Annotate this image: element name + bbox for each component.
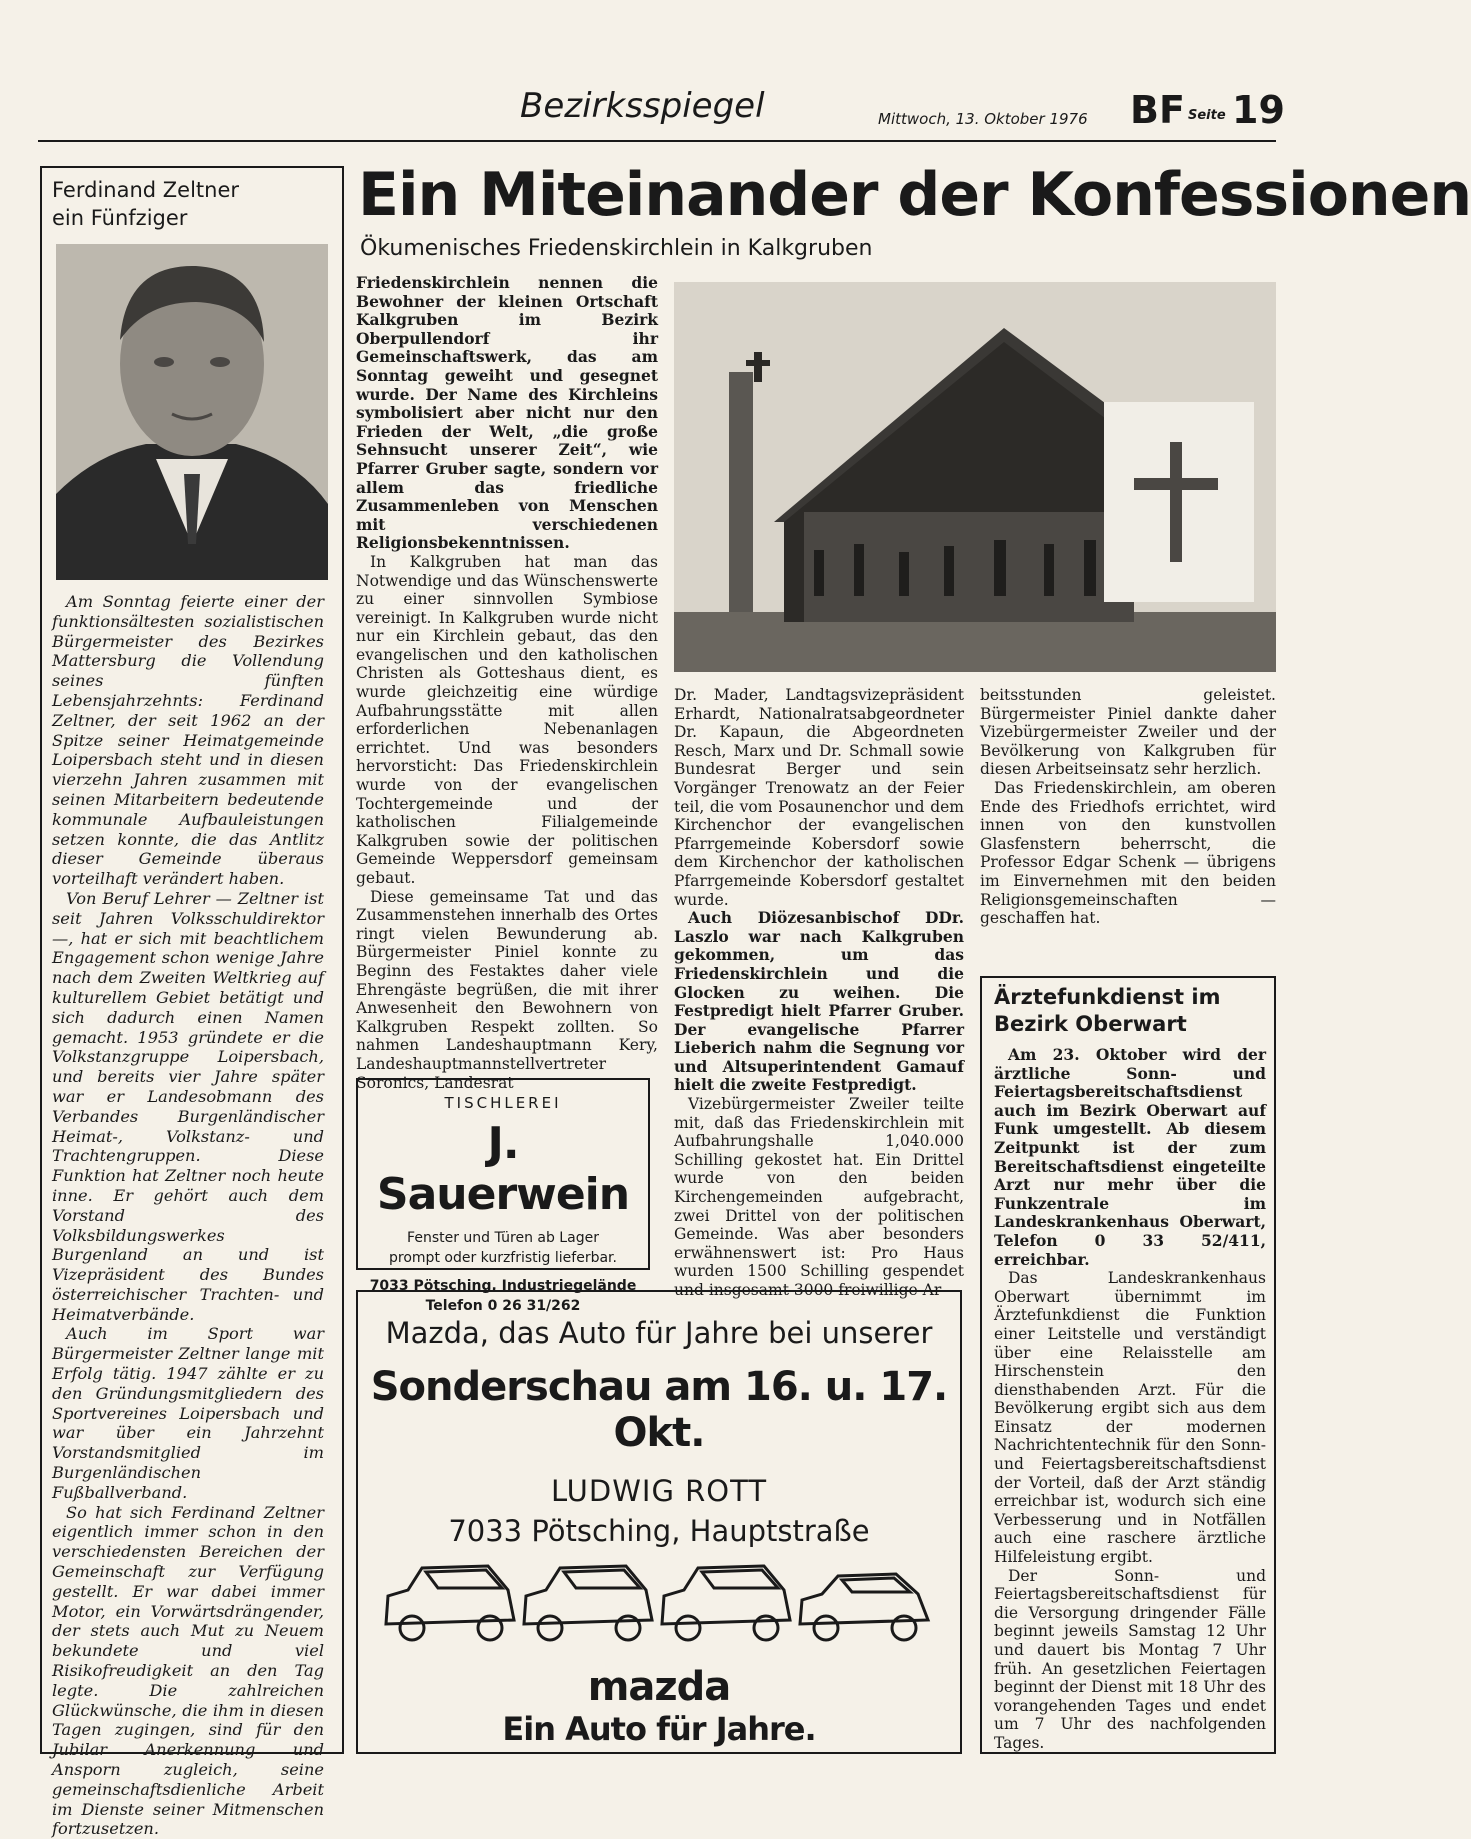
article-bold-paragraph: Auch Diözesanbischof DDr. Laszlo war nach Kalkgruben gekommen, um das Friedenskirchlein und die Glocken zu weihen. Die Festpredigt hielt Pfarrer Gruber. Der evangelische Pfarrer Lieberich nahm die Segnung vor und Altsuperintendent Gamauf hielt die zweite Festpredigt. — [674, 908, 964, 1095]
article-column-3 — [980, 686, 1276, 928]
arzt-paragraph: Der Sonn- und Feiertagsbereitschaftsdienst für die Versorgung dringender Fälle beginnt jeweils Samstag 12 Uhr und dauert bis Montag 7 Uhr früh. An gesetzlichen Feiertagen beginnt der Dienst mit 18 Uhr des vorangehenden Tages und endet um 7 Uhr des nachfolgenden Tages. — [994, 1566, 1266, 1752]
arzt-title-line2: Bezirk Oberwart — [994, 1012, 1187, 1036]
ad-sauerwein-name: J. Sauerwein — [376, 1118, 630, 1220]
article-paragraph: Vizebürgermeister Zweiler teilte mit, daß das Friedenskirchlein mit Aufbahrungshalle 1,040.000 Schilling gekostet hat. Ein Drittel wurde von den beiden Kirchengemeinden aufgebracht, zwei Drittel von der politischen Gemeinde. Was aber besonders erwähnenswert ist: Pro Haus wurden 1500 Schilling gespendet und insgesamt 3000 freiwillige Ar- — [674, 1095, 964, 1299]
arzt-title — [994, 984, 1264, 1038]
article-headline: Ein Miteinander der Konfessionen — [358, 160, 1471, 230]
article-column-1 — [356, 274, 658, 1092]
article-lead: Friedenskirchlein nennen die Bewohner der kleinen Ortschaft Kalkgruben im Bezirk Oberpullendorf ihr Gemeinschaftswerk, das am Sonntag geweiht und gesegnet wurde. Der Name des Kirchleins symbolisiert aber nicht nur den Frieden der Welt, „die große Sehnsucht unserer Zeit“, wie Pfarrer Gruber sagte, sondern vor allem das friedliche Zusammenleben von Menschen mit verschiedenen Religionsbekenntnissen. — [356, 273, 658, 553]
arzt-title-line1: Ärztefunkdienst im — [994, 985, 1221, 1009]
ad-mazda-dealer: LUDWIG ROTT — [550, 1474, 768, 1508]
article-column-2 — [674, 686, 964, 1300]
church-photo — [674, 282, 1276, 672]
car-icon — [524, 1566, 652, 1640]
ad-mazda-line2: Sonderschau am 16. u. 17. Okt. — [370, 1364, 948, 1456]
zeltner-paragraph: So hat sich Ferdinand Zeltner eigentlich immer schon in den verschiedensten Bereichen der Gemeinschaft zur Verfügung gestellt. Er war dabei immer Motor, ein Vorwärtsdrängender, der stets auch Mut zu Neuem bekundete und viel Risikofreudigkeit an den Tag legte. Die zahlreichen Glückwünsche, die ihm in diesen Tagen zugingen, sind für den Jubilar Anerkennung und Ansporn zugleich, seine gemeinschaftsdienliche Arbeit im Dienste seiner Mitmenschen fortzusetzen. — [52, 1502, 324, 1839]
ad-sauerwein-phone: Telefon 0 26 31/262 — [425, 1298, 581, 1314]
ad-sauerwein-line4: prompt oder kurzfristig lieferbar. — [389, 1250, 617, 1266]
article-paragraph: Das Friedenskirchlein, am oberen Ende des Friedhofs errichtet, wird innen von den kunstvollen Glasfenstern beherrscht, die Professor Edgar Schenk — übrigens im Einvernehmen mit den beiden Religionsgemeinschaften — geschaffen hat. — [980, 778, 1276, 928]
zeltner-title-line1: Ferdinand Zeltner — [52, 178, 240, 202]
page-number: 19 — [1232, 88, 1285, 132]
ad-mazda-address: 7033 Pötsching, Hauptstraße — [448, 1514, 870, 1548]
zeltner-title-line2: ein Fünfziger — [52, 206, 188, 230]
mazda-logo: mazda — [587, 1664, 731, 1710]
cars-illustration — [378, 1544, 944, 1664]
issue-date: Mittwoch, 13. Oktober 1976 — [878, 110, 1088, 128]
car-icon — [386, 1566, 514, 1640]
article-paragraph: Diese gemeinsame Tat und das Zusammenstehen innerhalb des Ortes ringt vielen Bewunderung ab. Bürgermeister Piniel konnte zu Beginn des Festaktes daher viele Ehrengäste begrüßen, die mit ihrer Anwesenheit den Bewohnern von Kalkgruben Respekt zollten. So nahmen Landeshauptmann Kery, Landeshauptmannstellvertreter Soronics, Landesrat — [356, 887, 658, 1092]
zeltner-paragraph: Von Beruf Lehrer — Zeltner ist seit Jahren Volksschuldirektor —, hat er sich mit beachtlichem Engagement schon wenige Jahre nach dem Zweiten Weltkrieg auf kulturellem Gebiet betätigt und sich dadurch einen Namen gemacht. 1953 gründete er die Volkstanzgruppe Loipersbach, und bereits vier Jahre später war er Landesobmann des Verbandes Burgenländischer Heimat-, Volkstanz- und Trachtengruppen. Diese Funktion hat Zeltner noch heute inne. Er gehört auch dem Vorstand des Volksbildungswerkes Burgenland an und ist Vizepräsident des Bundes österreichischer Trachten- und Heimatverbände. — [52, 888, 324, 1324]
arzt-paragraph: Das Landeskrankenhaus Oberwart übernimmt im Ärztefunkdienst die Funktion einer Leitstelle und verständigt über eine Relaisstelle am Hirschenstein den diensthabenden Arzt. Für die Bevölkerung ergibt sich aus dem Einsatz der modernen Nachrichtentechnik für den Sonn- und Feiertagsbereitschaftsdienst der Vorteil, daß der Arzt ständig erreichbar ist, wodurch sich eine Verbesserung und in Notfällen auch eine raschere ärztliche Hilfeleistung ergibt. — [994, 1269, 1266, 1567]
header-rule — [38, 140, 1276, 142]
portrait-photo — [56, 244, 328, 580]
article-paragraph: Dr. Mader, Landtagsvizepräsident Erhardt, Nationalratsabgeordneter Dr. Kapaun, die Abgeordneten Resch, Marx und Dr. Schmall sowie Bundesrat Berger und sein Vorgänger Trenowatz an der Feier teil, die vom Posaunenchor und dem Kirchenchor der evangelischen Pfarrgemeinde Kobersdorf sowie dem Kirchenchor der katholischen Pfarrgemeinde Kobersdorf gestaltet wurde. — [674, 686, 964, 909]
article-subheadline: Ökumenisches Friedenskirchlein in Kalkgruben — [360, 236, 873, 261]
zeltner-paragraph: Am Sonntag feierte einer der funktionsältesten sozialistischen Bürgermeister des Bezirkes Mattersburg die Vollendung seines fünften Lebensjahrzehnts: Ferdinand Zeltner, der seit 1962 an der Spitze seiner Heimatgemeinde Loipersbach steht und in diesen vierzehn Jahren zusammen mit seinen Mitarbeitern bedeutende kommunale Aufbauleistungen setzen konnte, die das Antlitz dieser Gemeinde überaus vorteilhaft verändert haben. — [52, 592, 324, 889]
car-icon — [800, 1574, 928, 1640]
section-title: Bezirksspiegel — [520, 86, 765, 126]
ad-mazda — [356, 1290, 962, 1754]
car-icon — [662, 1566, 790, 1640]
arzt-text — [994, 1046, 1266, 1753]
ad-mazda-line1: Mazda, das Auto für Jahre bei unserer — [385, 1316, 933, 1350]
ad-sauerwein — [356, 1078, 650, 1314]
article-paragraph: beitsstunden geleistet. Bürgermeister Piniel dankte daher Vizebürgermeister Zweiler und der Bevölkerung von Kalkgruben für diesen Arbeitseinsatz sehr herzlich. — [980, 686, 1276, 779]
zeltner-paragraph: Auch im Sport war Bürgermeister Zeltner lange mit Erfolg tätig. 1947 zählte er zu den Gründungsmitgliedern des Sportvereines Loipersbach und war über ein Jahrzehnt Vorstandsmitglied im Burgenländischen Fußballverband. — [52, 1324, 324, 1502]
zeltner-title — [52, 176, 338, 232]
article-paragraph: In Kalkgruben hat man das Notwendige und das Wünschenswerte zu einer sinnvollen Symbiose vereinigt. In Kalkgruben wurde nicht nur ein Kirchlein gebaut, das den evangelischen und den katholischen Christen als Gotteshaus dient, es wurde gleichzeitig eine würdige Aufbahrungsstätte mit allen erforderlichen Nebenanlagen errichtet. Und was besonders hervorsticht: Das Friedenskirchlein wurde von der evangelischen Tochtergemeinde und der katholischen Filialgemeinde Kalkgruben sowie der politischen Gemeinde Weppersdorf gemeinsam gebaut. — [356, 552, 658, 887]
ad-sauerwein-address: 7033 Pötsching, Industriegelände — [369, 1278, 637, 1294]
paper-logo: BF — [1130, 88, 1185, 132]
arzt-lead: Am 23. Oktober wird der ärztliche Sonn- und Feiertagsbereitschaftsdienst auch im Bezirk Oberwart auf Funk umgestellt. Ab diesem Zeitpunkt ist der zum Bereitschaftsdienst eingeteilte Arzt nur mehr über die Funkzentrale im Landeskrankenhaus Oberwart, Telefon 0 33 52/411, erreichbar. — [994, 1045, 1266, 1269]
zeltner-text — [52, 592, 324, 1839]
mazda-slogan: Ein Auto für Jahre. — [502, 1710, 816, 1748]
ad-sauerwein-line3: Fenster und Türen ab Lager — [407, 1230, 599, 1246]
ad-sauerwein-category: TISCHLEREI — [444, 1094, 562, 1112]
page-label: Seite — [1188, 108, 1226, 123]
